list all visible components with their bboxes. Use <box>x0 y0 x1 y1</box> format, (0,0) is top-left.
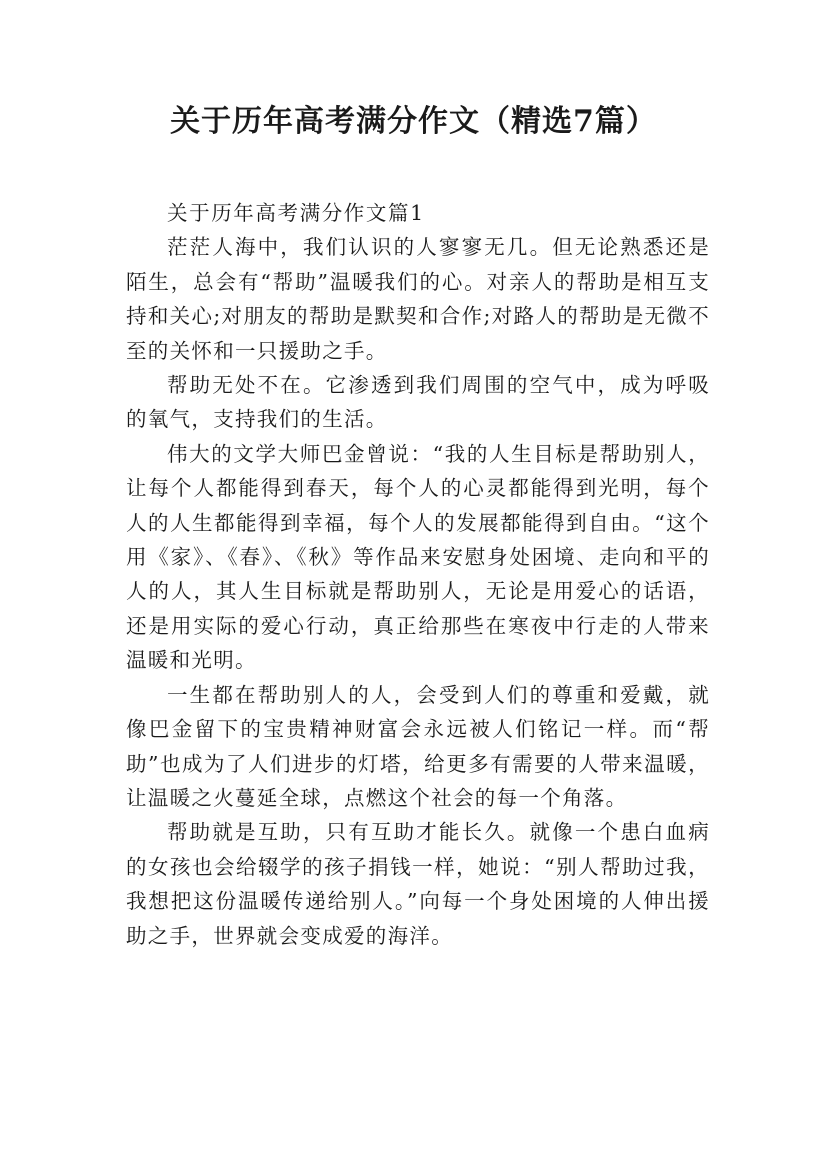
paragraph: 帮助无处不在。它渗透到我们周围的空气中，成为呼吸的氧气，支持我们的生活。 <box>126 373 710 432</box>
paragraph: 伟大的文学大师巴金曾说：“我的人生目标是帮助别人，让每个人都能得到春天，每个人的心灵都能得到光明，每个人的人生都能得到幸福，每个人的发展都能得到自由。“这个用《家》、《春》、《秋》等作品来安慰身处困境、走向和平的人的人，其人生目标就是帮助别人，无论是用爱心的话语，还是用实际的爱心行动，真正给那些在寒夜中行走的人带来温暖和光明。 <box>126 441 710 673</box>
paragraph: 帮助就是互助，只有互助才能长久。就像一个患白血病的女孩也会给辍学的孩子捐钱一样，她说：“别人帮助过我，我想把这份温暖传递给别人。”向每一个身处困境的人伸出援助之手，世界就会变成爱的海洋。 <box>126 820 710 948</box>
document-body <box>126 196 710 953</box>
paragraph: 茫茫人海中，我们认识的人寥寥无几。但无论熟悉还是陌生，总会有“帮助”温暖我们的心。对亲人的帮助是相互支持和关心;对朋友的帮助是默契和合作;对路人的帮助是无微不至的关怀和一只援助之手。 <box>126 235 710 363</box>
paragraph: 一生都在帮助别人的人，会受到人们的尊重和爱戴，就像巴金留下的宝贵精神财富会永远被人们铭记一样。而“帮助”也成为了人们进步的灯塔，给更多有需要的人带来温暖，让温暖之火蔓延全球，点燃这个社会的每一个角落。 <box>126 682 710 810</box>
document-title: 关于历年高考满分作文（精选7篇） <box>170 104 657 139</box>
section-heading: 关于历年高考满分作文篇1 <box>167 201 425 225</box>
